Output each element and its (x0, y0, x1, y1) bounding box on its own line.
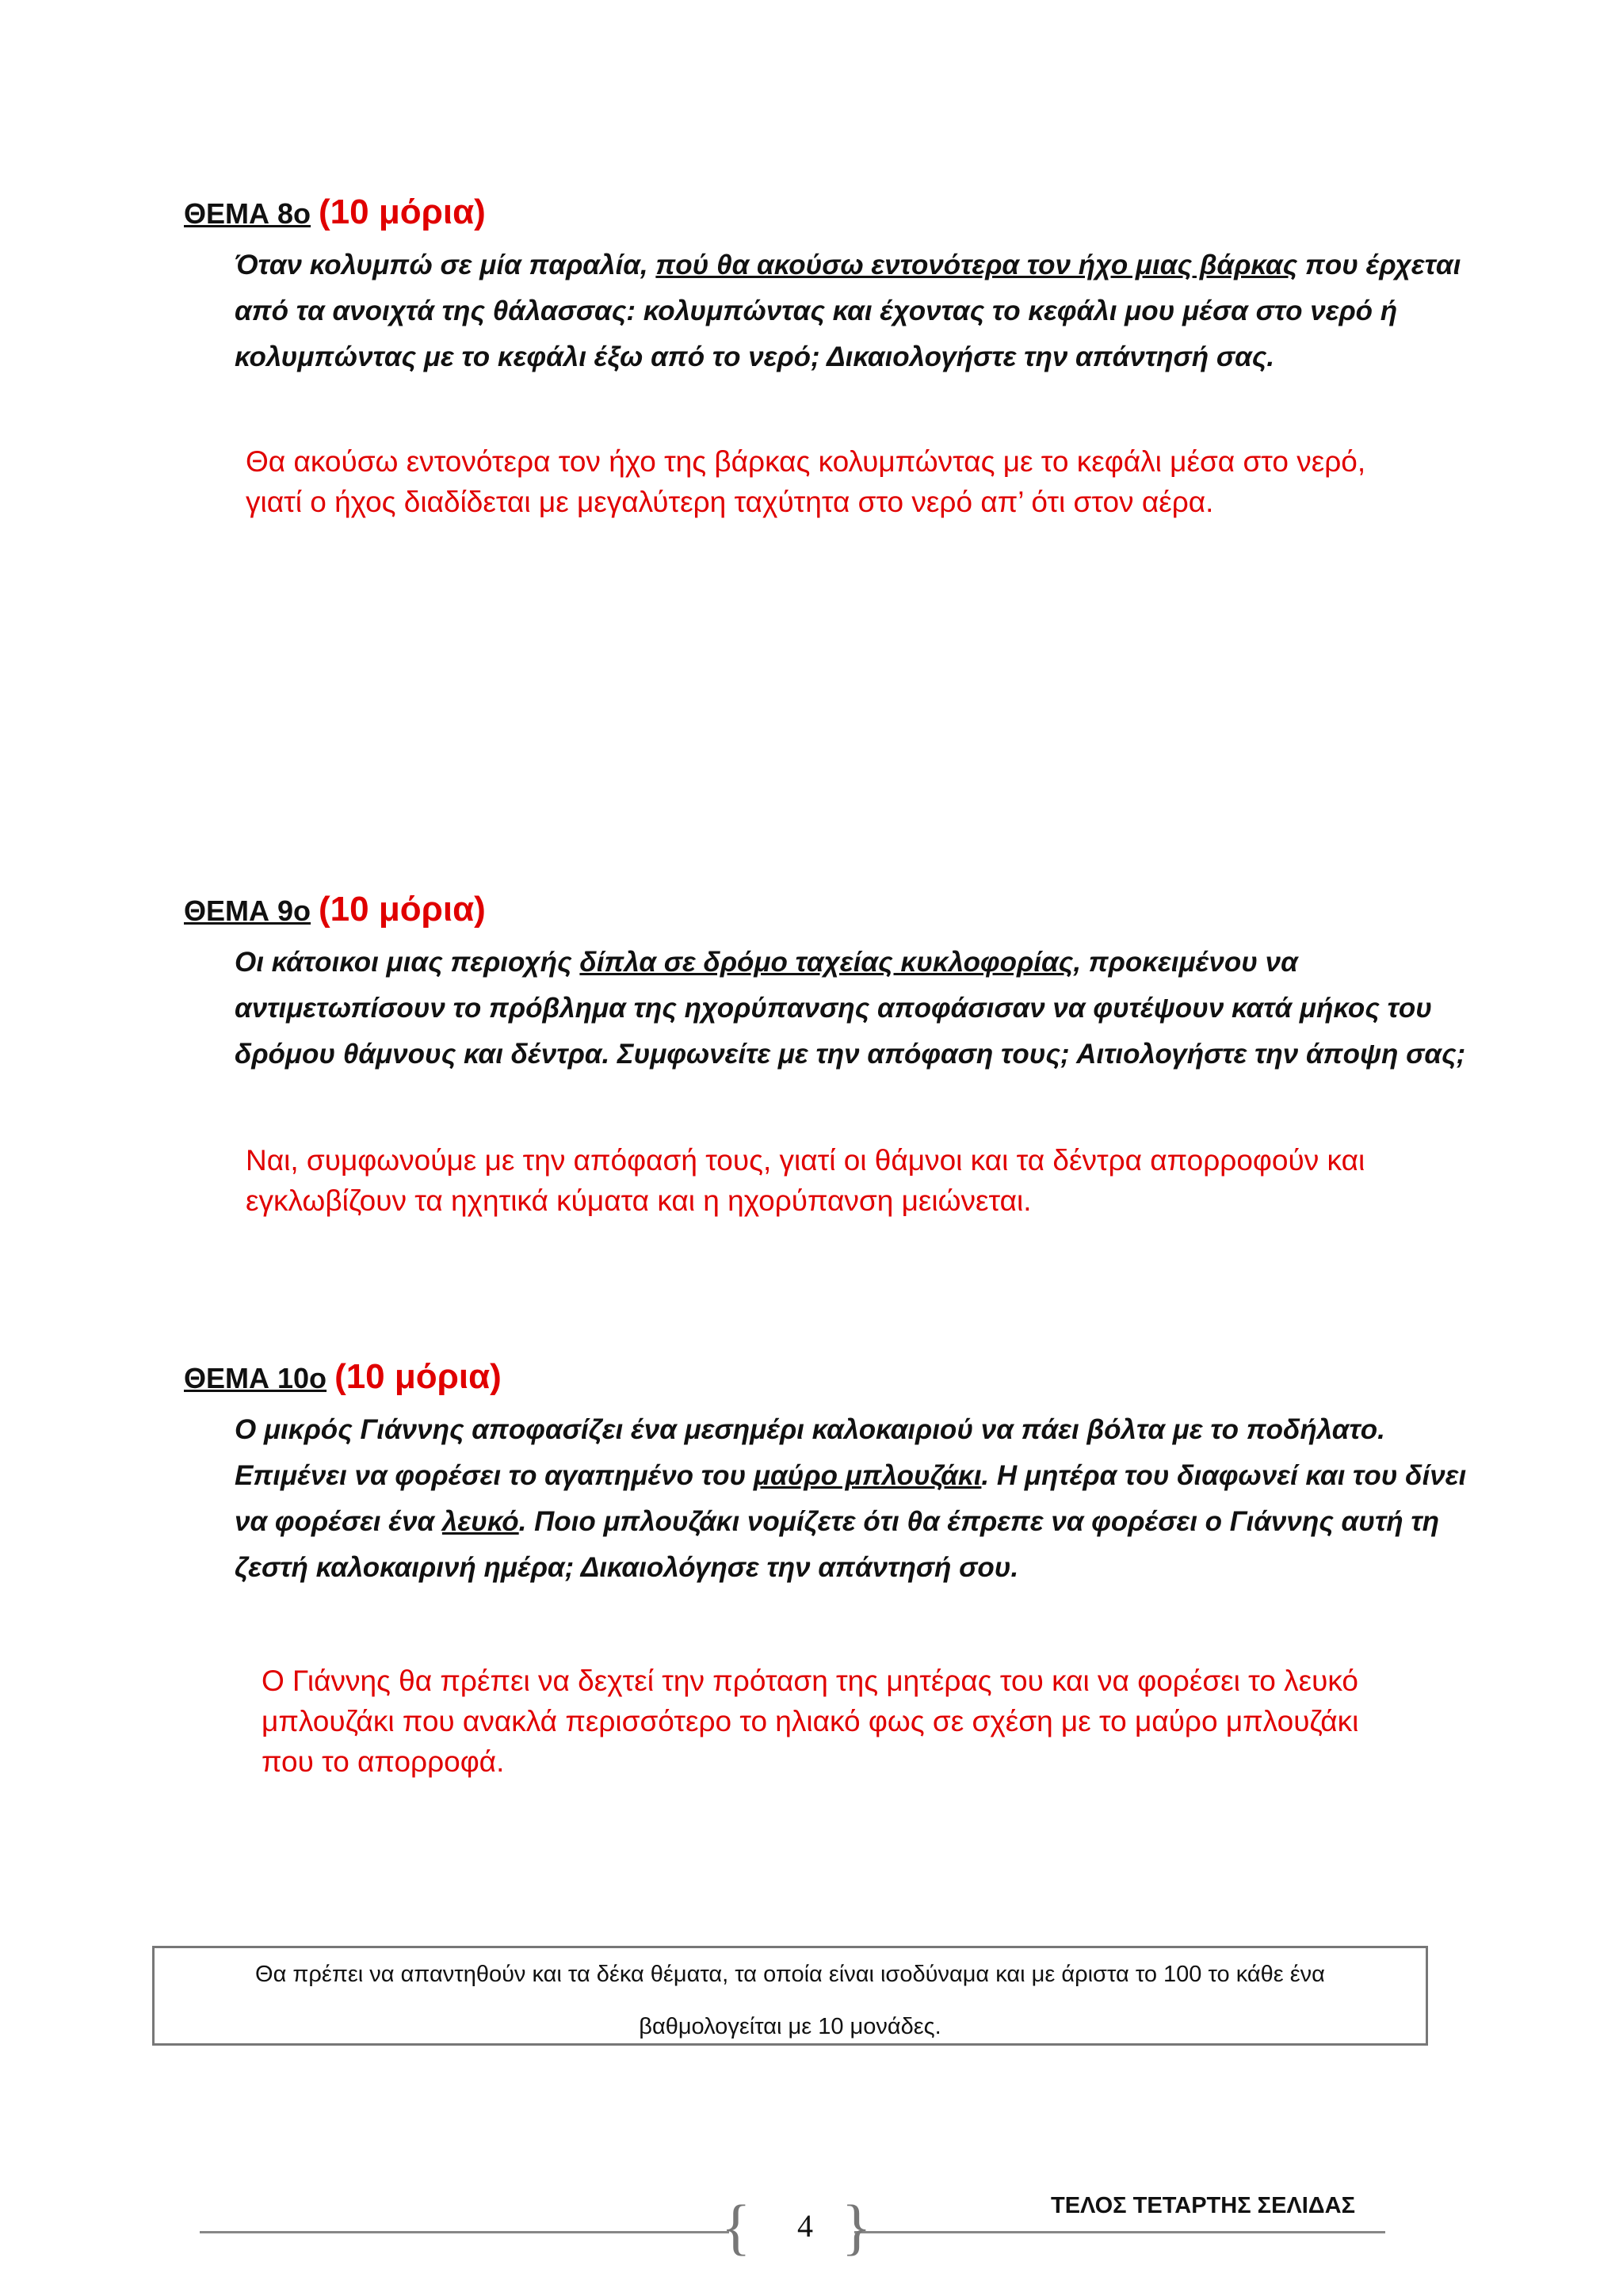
end-of-page-label: ΤΕΛΟΣ ΤΕΤΑΡΤΗΣ ΣΕΛΙΔΑΣ (1051, 2193, 1355, 2218)
footer-rule-left (200, 2231, 729, 2233)
instructions-note-box (152, 1946, 1428, 2046)
question-10-heading (184, 1356, 502, 1398)
question-10-text-part: . Ποιο μπλουζάκι νομίζετε ότι θα έπρεπε να φορέσει ο Γιάννης αυτή τη ζεστή καλοκαιρινή ημέρα; Δικαιολόγησε την απάντησή σου. (235, 1506, 1440, 1583)
question-9-underlined-text: δίπλα σε δρόμο ταχείας κυκλοφορίας (579, 947, 1074, 978)
instructions-line-2: βαθμολογείται με 10 μονάδες. (639, 2014, 941, 2039)
question-8-text-part: που έρχεται από τα ανοιχτά της θάλασσας: κολυμπώντας και έχοντας το κεφάλι μου μέσα στο νερό ή κολυμπώντας με το κεφάλι έξω από το νερό; Δικαιολογήστε την απάντησή σας. (235, 250, 1461, 372)
question-8-underlined-text: πού θα ακούσω εντονότερα τον ήχο μιας βάρκας (655, 250, 1298, 280)
question-8-text (235, 242, 1471, 380)
question-9-points: (10 μόρια) (319, 890, 486, 929)
question-9-heading (184, 889, 486, 931)
question-10-underlined-text: μαύρο μπλουζάκι (753, 1460, 982, 1491)
question-10-text (235, 1407, 1487, 1591)
question-8-title: ΘΕΜΑ 8ο (184, 197, 311, 230)
question-10-title: ΘΕΜΑ 10ο (184, 1362, 327, 1394)
question-10-text-part: . Η μητέρα του διαφωνεί και του δίνει να φορέσει ένα (235, 1460, 1467, 1537)
question-10-points: (10 μόρια) (334, 1357, 502, 1396)
question-8-answer: Θα ακούσω εντονότερα τον ήχο της βάρκας κολυμπώντας με το κεφάλι μέσα στο νερό, γιατί ο ήχος διαδίδεται με μεγαλύτερη ταχύτητα στο νερό απ’ ότι στον αέρα. (246, 445, 1366, 518)
question-10-underlined-text: λευκό (441, 1506, 519, 1537)
footer-right-brace-icon: } (842, 2192, 872, 2261)
question-10-text-part: Ο μικρός Γιάννης αποφασίζει ένα μεσημέρι καλοκαιριού να πάει βόλτα με το ποδήλατο. Επιμένει να φορέσει το αγαπημένο του (235, 1414, 1385, 1491)
question-9-text-part: Οι κάτοικοι μιας περιοχής (235, 947, 580, 978)
question-8-text-part: Όταν κολυμπώ σε μία παραλία, (235, 250, 656, 280)
question-9-answer: Ναι, συμφωνούμε με την απόφασή τους, γιατί οι θάμνοι και τα δέντρα απορροφούν και εγκλωβίζουν τα ηχητικά κύματα και η ηχορύπανση μειώνεται. (246, 1144, 1365, 1217)
footer-rule-right (854, 2231, 1385, 2233)
question-8-heading (184, 192, 486, 234)
instructions-line-1: Θα πρέπει να απαντηθούν και τα δέκα θέματα, τα οποία είναι ισοδύναμα και με άριστα το 100 το κάθε ένα (255, 1962, 1325, 1987)
page-number: 4 (797, 2208, 813, 2244)
question-10-answer: Ο Γιάννης θα πρέπει να δεχτεί την πρόταση της μητέρας του και να φορέσει το λευκό μπλουζάκι που ανακλά περισσότερο το ηλιακό φως σε σχέση με το μαύρο μπλουζάκι που το απορροφά. (262, 1665, 1359, 1778)
question-8-points: (10 μόρια) (319, 193, 486, 231)
question-9-text-part: , προκειμένου να αντιμετωπίσουν το πρόβλημα της ηχορύπανσης αποφάσισαν να φυτέψουν κατά μήκος του δρόμου θάμνους και δέντρα. Συμφωνείτε με την απόφαση τους; Αιτιολογήστε την άποψη σας; (235, 947, 1466, 1070)
footer-left-brace-icon: { (721, 2192, 751, 2261)
question-9-title: ΘΕΜΑ 9ο (184, 894, 311, 927)
question-9-text (235, 940, 1471, 1077)
